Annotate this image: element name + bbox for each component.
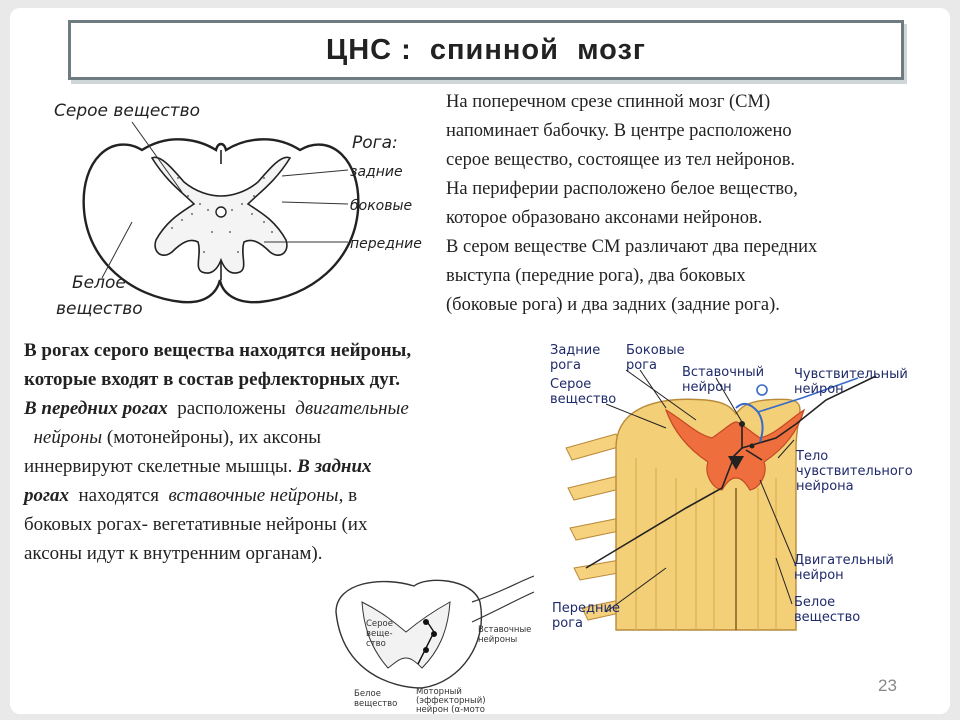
grey-matter-label: Серое вещество bbox=[54, 101, 201, 121]
description-text bbox=[446, 88, 946, 320]
neurons-word: нейроны bbox=[33, 427, 103, 448]
d2-body-line2: чувствительного bbox=[796, 464, 913, 479]
description-line: (боковые рога) и два задних (задние рога). bbox=[446, 295, 780, 315]
description-line: которое образовано аксонами нейронов. bbox=[446, 208, 763, 228]
d3-motor-line1: Моторный bbox=[416, 687, 462, 697]
d2-grey-line1: Серое bbox=[550, 377, 592, 392]
d2-motor-line1: Двигательный bbox=[794, 553, 894, 568]
d2-body-line3: нейрона bbox=[796, 479, 854, 494]
d2-anterior-line2: рога bbox=[552, 616, 584, 631]
d3-motor-line3: нейрон (α-мото bbox=[416, 705, 485, 714]
reflex-arc-diagram bbox=[546, 338, 934, 642]
description-line: На периферии расположено белое вещество, bbox=[446, 179, 798, 199]
d3-motor-line2: (эффекторный) bbox=[416, 696, 486, 706]
innervate-phrase: иннервируют скелетные мышцы. bbox=[24, 456, 293, 477]
d3-inter-line1: Вставочные bbox=[478, 625, 532, 635]
d2-lateral-line2: рога bbox=[626, 358, 658, 373]
d2-sensory-line2: нейрон bbox=[794, 382, 844, 397]
description-line: В сером веществе СМ различают два передних bbox=[446, 237, 818, 257]
d2-posterior-line2: рога bbox=[550, 358, 582, 373]
motor-word: двигательные bbox=[295, 398, 409, 419]
located-word: расположены bbox=[177, 398, 286, 419]
d3-white-line2: вещество bbox=[354, 699, 398, 709]
d2-lateral-line1: Боковые bbox=[626, 343, 685, 358]
motoneurons-phrase: (мотонейроны), их аксоны bbox=[106, 427, 322, 448]
body-line: которые входят в состав рефлекторных дуг. bbox=[24, 369, 401, 390]
d3-inter-line2: нейроны bbox=[478, 635, 518, 645]
slide-title bbox=[68, 20, 904, 80]
back-horns-phrase-b: рогах bbox=[24, 485, 70, 506]
d2-white-line2: вещество bbox=[794, 610, 861, 625]
d3-white-line1: Белое bbox=[354, 689, 381, 699]
d2-body-line1: Тело bbox=[796, 449, 829, 464]
front-horns-phrase: В передних рогах bbox=[24, 398, 168, 419]
posterior-horns-label: задние bbox=[350, 164, 403, 180]
title-text: ЦНС : спинной мозг bbox=[326, 33, 646, 66]
comma-in: , в bbox=[338, 485, 358, 506]
are-found-word: находятся bbox=[78, 485, 159, 506]
description-line: серое вещество, состоящее из тел нейронов. bbox=[446, 150, 796, 170]
d2-grey-line2: вещество bbox=[550, 392, 617, 407]
body-line: боковых рогах- вегетативные нейроны (их bbox=[24, 514, 368, 535]
description-line: На поперечном срезе спинной мозг (СМ) bbox=[446, 92, 771, 112]
horns-neurons-text bbox=[24, 336, 534, 568]
white-matter-label-2: вещество bbox=[56, 299, 143, 319]
d2-sensory-line1: Чувствительный bbox=[794, 367, 908, 382]
cross-section-diagram bbox=[32, 92, 424, 328]
d2-motor-line2: нейрон bbox=[794, 568, 844, 583]
central-canal bbox=[216, 207, 226, 217]
lateral-horns-label: боковые bbox=[350, 198, 413, 214]
d3-grey-line1: Серое bbox=[366, 619, 393, 629]
description-line: напоминает бабочку. В центре расположено bbox=[446, 121, 792, 141]
interneurons-phrase: вставочные нейроны bbox=[168, 485, 339, 506]
horns-label: Рога: bbox=[352, 133, 398, 153]
d2-inter-line2: нейрон bbox=[682, 380, 732, 395]
motor-neuron-diagram bbox=[322, 572, 534, 714]
body-line: аксоны идут к внутренним органам). bbox=[24, 543, 323, 564]
body-line: В рогах серого вещества находятся нейроны, bbox=[24, 340, 412, 361]
d2-white-line1: Белое bbox=[794, 595, 836, 610]
d2-inter-line1: Вставочный bbox=[682, 365, 765, 380]
page-number: 23 bbox=[878, 676, 897, 695]
d3-grey-line3: ство bbox=[366, 639, 386, 649]
d3-grey-line2: веще- bbox=[366, 629, 393, 639]
white-matter-label-1: Белое bbox=[72, 273, 126, 293]
d2-posterior-line1: Задние bbox=[550, 343, 601, 358]
description-line: выступа (передние рога), два боковых bbox=[446, 266, 746, 286]
anterior-horns-label: передние bbox=[350, 236, 422, 252]
d2-anterior-line1: Передние bbox=[552, 601, 620, 616]
back-horns-phrase-a: В задних bbox=[297, 456, 372, 477]
